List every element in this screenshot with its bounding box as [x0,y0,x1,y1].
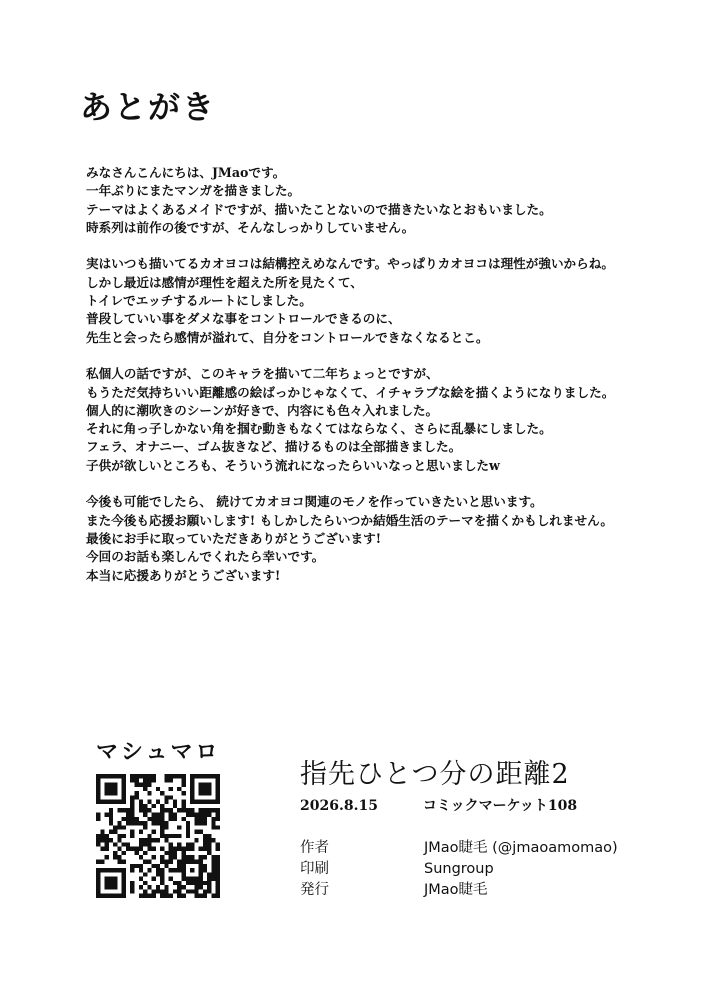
colophon-value: JMao睫毛 (@jmaoamomao) [424,840,618,856]
paragraph-4 [86,493,686,584]
colophon-value: Sungroup [424,861,494,877]
text-line: しかし最近は感情が理性を超えた所を見たくて、 [86,274,363,290]
text-line: 個人的に潮吹きのシーンが好きで、内容にも色々入れました。 [86,402,439,418]
event-name: コミックマーケット108 [422,798,578,814]
text-line: 時系列は前作の後ですが、そんなしっかりしていません。 [86,219,415,235]
text-line: 実はいつも描いてるカオヨコは結構控えめなんです。やっぱりカオヨコは理性が強いからね。 [86,256,614,272]
text-line: みなさんこんにちは、JMaoです。 [86,165,286,180]
text-line: それに角っ子しかない角を掴む動きもなくてはならなく、さらに乱暴にしました。 [86,421,552,437]
afterword-body [86,164,686,603]
colophon-value: JMao睫毛 [424,882,488,898]
paragraph-3 [86,365,686,475]
colophon-label: 印刷 [300,861,329,877]
page-heading: あとがき [80,88,217,126]
colophon-row-publisher [300,880,618,901]
text-line: テーマはよくあるメイドですが、描いたことないので描きたいなとおもいました。 [86,201,552,217]
text-line: 子供が欲しいところも、そういう流れになったらいいなっと思いましたw [86,457,500,473]
colophon-label: 発行 [300,882,329,898]
text-line: 今回のお話も楽しんでくれたら幸いです。 [86,549,325,565]
text-line: 先生と会ったら感情が溢れて、自分をコントロールできなくなるとこ。 [86,329,489,345]
text-line: もうただ気持ちいい距離感の絵ばっかじゃなくて、イチャラブな絵を描くようになりました。 [86,384,615,400]
text-line: フェラ、オナニー、ゴム抜きなど、描けるものは全部描きました。 [86,439,462,455]
colophon-row-printer [300,859,618,880]
paragraph-1 [86,164,686,237]
text-line: 私個人の話ですが、このキャラを描いて二年ちょっとですが、 [86,366,439,382]
text-line: 一年ぶりにまたマンガを描きました。 [86,183,301,199]
text-line: 最後にお手に取っていただきありがとうございます! [86,530,382,546]
text-line: 本当に応援ありがとうございます! [86,567,281,583]
text-line: 普段していい事をダメな事をコントロールできるのに、 [86,311,401,327]
colophon-row-author [300,838,618,859]
event-date: 2026.8.15 [300,798,378,814]
text-line: トイレでエッチするルートにしました。 [86,293,312,309]
colophon-label: 作者 [300,840,329,856]
text-line: また今後も応援お願いします! もしかしたらいつか結婚生活のテーマを描くかもしれません。 [86,512,614,528]
paragraph-2 [86,255,686,346]
colophon [300,838,618,901]
book-title: 指先ひとつ分の距離2 [300,759,570,790]
qr-code-icon[interactable] [96,774,220,898]
marshmallow-label: マシュマロ [96,740,221,765]
event-info [300,795,577,815]
text-line: 今後も可能でしたら、 続けてカオヨコ関連のモノを作っていきたいと思います。 [86,494,543,510]
